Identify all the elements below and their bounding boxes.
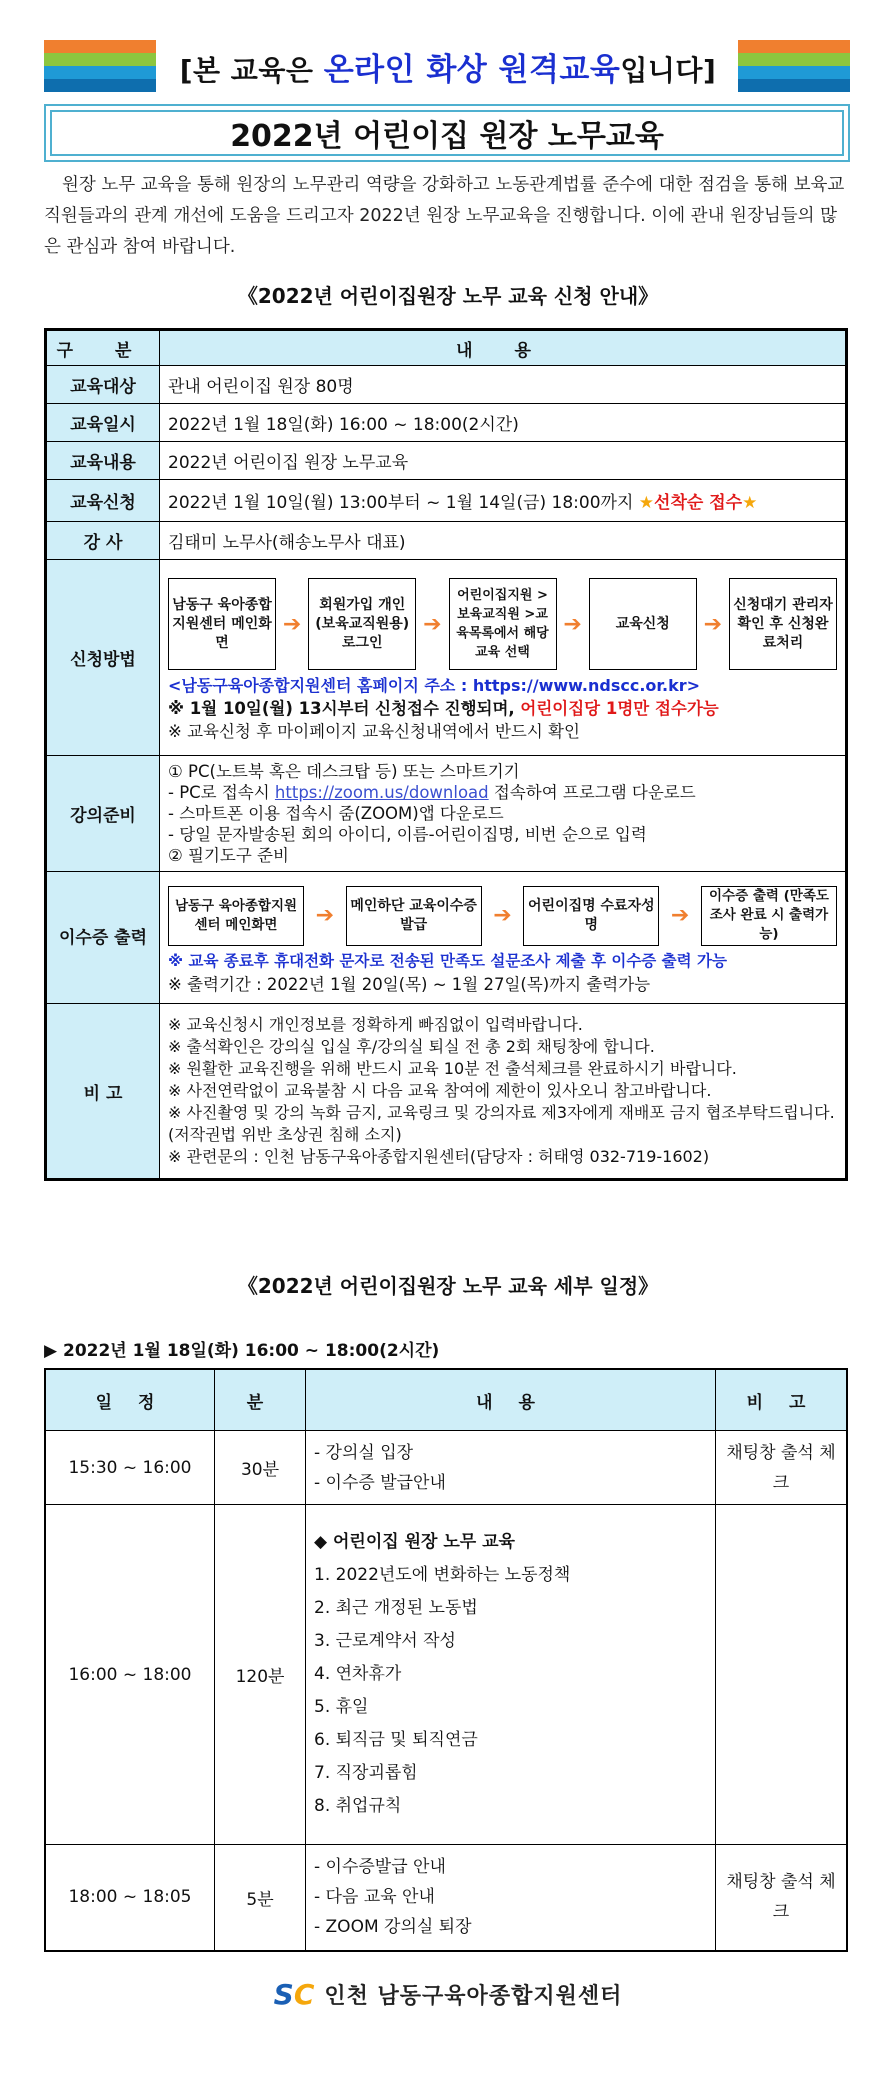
header-naeyong: 내 용 — [160, 330, 847, 366]
method-step: 남동구 육아종합 지원센터 메인화면 — [168, 578, 276, 670]
banner-post: 입니다] — [620, 54, 717, 87]
list-item: 1. 2022년도에 변화하는 노동정책 — [314, 1565, 571, 1585]
remark-line: ※ 출석확인은 강의실 입실 후/강의실 퇴실 전 총 2회 채팅창에 합니다. — [168, 1037, 655, 1056]
star-icon: ★ — [638, 493, 655, 513]
remark-line: ※ 원활한 교육진행을 위해 반드시 교육 10분 전 출석체크를 완료하시기 바랍니다. — [168, 1059, 737, 1078]
list-item: 5. 휴일 — [314, 1697, 369, 1717]
schedule-table — [44, 1368, 848, 1952]
list-item: 6. 퇴직금 및 퇴직연금 — [314, 1730, 478, 1750]
table-row — [45, 1845, 847, 1951]
apply-section-title: 《2022년 어린이집원장 노무 교육 신청 안내》 — [237, 284, 659, 308]
method-flow — [168, 572, 837, 674]
arrow-right-icon: ➔ — [315, 903, 335, 928]
note-cell: 채팅창 출석 체크 — [716, 1845, 848, 1951]
col-header: 일 정 — [45, 1369, 215, 1431]
list-item: 2. 최근 개정된 노동법 — [314, 1598, 478, 1618]
table-row — [46, 404, 847, 442]
note-cell: 채팅창 출석 체크 — [716, 1431, 848, 1505]
footer — [0, 1978, 896, 2011]
right-stripe-decoration — [738, 40, 850, 92]
online-banner — [170, 44, 726, 89]
remark-line: ※ 교육신청시 개인정보를 정확하게 빠짐없이 입력바랍니다. — [168, 1015, 583, 1034]
left-stripe-decoration — [44, 40, 156, 92]
time-cell: 16:00 ~ 18:00 — [45, 1505, 215, 1845]
date-value: 2022년 1월 18일(화) 16:00 ~ 18:00(2시간) — [160, 404, 847, 442]
list-item: 8. 취업규칙 — [314, 1796, 402, 1816]
prep-cell — [160, 756, 847, 872]
remark-label: 비 고 — [46, 1004, 160, 1180]
arrow-right-icon: ➔ — [493, 903, 512, 928]
method-note-1b: 어린이집당 1명만 접수가능 — [520, 699, 719, 718]
col-header: 내 용 — [306, 1369, 716, 1431]
table-row — [46, 522, 847, 560]
schedule-date: ▶ 2022년 1월 18일(화) 16:00 ~ 18:00(2시간) — [44, 1341, 440, 1361]
list-item: - 이수증발급 안내 — [314, 1857, 446, 1878]
prep-line: ① PC(노트북 혹은 데스크탑 등) 또는 스마트기기 — [168, 762, 520, 781]
list-item: - 다음 교육 안내 — [314, 1887, 435, 1908]
content-cell — [306, 1431, 716, 1505]
time-cell: 18:00 ~ 18:05 — [45, 1845, 215, 1951]
method-step: 회원가입 개인 (보육교직원용) 로그인 — [308, 578, 416, 670]
remark-line: ※ 관련문의 : 인천 남동구육아종합지원센터(담당자 : 허태영 032-719-1602) — [168, 1147, 710, 1166]
apply-label: 교육신청 — [46, 480, 160, 522]
intro-paragraph: 원장 노무 교육을 통해 원장의 노무관리 역량을 강화하고 노동관계법률 준수에 대한 점검을 통해 보육교직원들과의 관계 개선에 도움을 드리고자 2022년 원장 노무교육을 진행합니다. 이에 관내 원장님들의 많은 관심과 참여 바랍니다. — [44, 175, 845, 257]
lecturer-label: 강 사 — [46, 522, 160, 560]
list-item: - 강의실 입장 — [314, 1442, 414, 1463]
table-row — [46, 560, 847, 756]
content-cell — [306, 1505, 716, 1845]
table-row — [45, 1431, 847, 1505]
list-item: 7. 직장괴롭힘 — [314, 1763, 418, 1783]
prep-line — [168, 782, 837, 803]
arrow-right-icon: ➔ — [282, 611, 302, 637]
arrow-right-icon: ➔ — [423, 611, 442, 637]
method-note-1 — [168, 697, 837, 720]
cert-cell — [160, 872, 847, 1004]
table-row — [45, 1505, 847, 1845]
prep-label: 강의준비 — [46, 756, 160, 872]
title-box — [44, 104, 850, 162]
apply-value — [160, 480, 847, 522]
center-logo: SC — [273, 1978, 315, 2011]
list-item: 4. 연차휴가 — [314, 1664, 402, 1684]
table-header-row — [46, 330, 847, 366]
header-gubun: 구 분 — [46, 330, 160, 366]
method-cell — [160, 560, 847, 756]
prep-line: ② 필기도구 준비 — [168, 846, 289, 865]
remark-cell — [160, 1004, 847, 1180]
list-item: - 이수증 발급안내 — [314, 1472, 446, 1493]
prep-line: - 당일 문자발송된 회의 아이디, 이름-어린이집명, 비번 순으로 입력 — [168, 825, 647, 844]
content-label: 교육내용 — [46, 442, 160, 480]
prep2-b: 접속하여 프로그램 다운로드 — [488, 783, 696, 802]
date-label: 교육일시 — [46, 404, 160, 442]
remark-line: ※ 사전연락없이 교육불참 시 다음 교육 참여에 제한이 있사오니 참고바랍니다. — [168, 1081, 712, 1100]
center-name: 인천 남동구육아종합지원센터 — [324, 1984, 623, 2009]
method-step: 신청대기 관리자 확인 후 신청완료처리 — [729, 578, 837, 670]
cert-step: 이수증 출력 (만족도조사 완료 시 출력가능) — [701, 886, 837, 946]
col-header: 분 — [215, 1369, 306, 1431]
lecturer-value: 김태미 노무사(해송노무사 대표) — [160, 522, 847, 560]
table-row — [46, 366, 847, 404]
first-come-note: 선착순 접수 — [654, 493, 743, 513]
table-row — [46, 756, 847, 872]
cert-step: 어린이집명 수료자성명 — [523, 886, 659, 946]
zoom-download-link[interactable]: https://zoom.us/download — [274, 783, 489, 802]
method-step: 어린이집지원 >보육교직원 >교육목록에서 해당교육 선택 — [449, 578, 557, 670]
content-cell — [306, 1845, 716, 1951]
time-cell: 15:30 ~ 16:00 — [45, 1431, 215, 1505]
table-row — [46, 480, 847, 522]
apply-period: 2022년 1월 10일(월) 13:00부터 ~ 1월 14일(금) 18:00까지 — [168, 493, 634, 513]
target-label: 교육대상 — [46, 366, 160, 404]
method-label: 신청방법 — [46, 560, 160, 756]
remark-line: ※ 사진촬영 및 강의 녹화 금지, 교육링크 및 강의자료 제3자에게 재배포 금지 협조부탁드립니다.(저작권법 위반 초상권 침해 소지) — [168, 1103, 835, 1144]
method-step: 교육신청 — [589, 578, 697, 670]
note-cell — [716, 1505, 848, 1845]
cert-label: 이수증 출력 — [46, 872, 160, 1004]
arrow-right-icon: ➔ — [703, 611, 723, 637]
arrow-right-icon: ➔ — [670, 903, 690, 928]
content-value: 2022년 어린이집 원장 노무교육 — [160, 442, 847, 480]
method-note-2: ※ 교육신청 후 마이페이지 교육신청내역에서 반드시 확인 — [168, 722, 580, 741]
cert-flow — [168, 880, 837, 950]
table-row — [46, 442, 847, 480]
homepage-url[interactable]: <남동구육아종합지원센터 홈페이지 주소 : https://www.ndscc.or.kr> — [168, 676, 701, 695]
page-title: 2022년 어린이집 원장 노무교육 — [50, 110, 844, 156]
arrow-right-icon: ➔ — [563, 611, 582, 637]
cert-note-1: ※ 교육 종료후 휴대전화 문자로 전송된 만족도 설문조사 제출 후 이수증 출력 가능 — [168, 951, 727, 970]
col-header: 비 고 — [716, 1369, 848, 1431]
table-row — [46, 1004, 847, 1180]
prep2-a: - PC로 접속시 — [168, 783, 275, 802]
cert-note-2: ※ 출력기간 : 2022년 1월 20일(목) ~ 1월 27일(목)까지 출력가능 — [168, 974, 651, 994]
minutes-cell: 120분 — [215, 1505, 306, 1845]
table-row — [46, 872, 847, 1004]
banner-pre: [본 교육은 — [179, 54, 324, 87]
list-item: 3. 근로계약서 작성 — [314, 1631, 456, 1651]
cert-step: 남동구 육아종합지원센터 메인화면 — [168, 886, 304, 946]
apply-info-table — [44, 328, 848, 1181]
list-item: - ZOOM 강의실 퇴장 — [314, 1917, 472, 1938]
banner-highlight: 온라인 화상 원격교육 — [323, 52, 621, 88]
cert-step: 메인하단 교육이수증발급 — [346, 886, 482, 946]
list-heading: ◆ 어린이집 원장 노무 교육 — [314, 1532, 515, 1552]
method-note-1a: ※ 1월 10일(월) 13시부터 신청접수 진행되며, — [168, 699, 521, 718]
star-icon: ★ — [742, 493, 758, 513]
schedule-section-title: 《2022년 어린이집원장 노무 교육 세부 일정》 — [237, 1274, 659, 1298]
minutes-cell: 5분 — [215, 1845, 306, 1951]
minutes-cell: 30분 — [215, 1431, 306, 1505]
prep-line: - 스마트폰 이용 접속시 줌(ZOOM)앱 다운로드 — [168, 804, 504, 823]
target-value: 관내 어린이집 원장 80명 — [160, 366, 847, 404]
schedule-header-row — [45, 1369, 847, 1431]
